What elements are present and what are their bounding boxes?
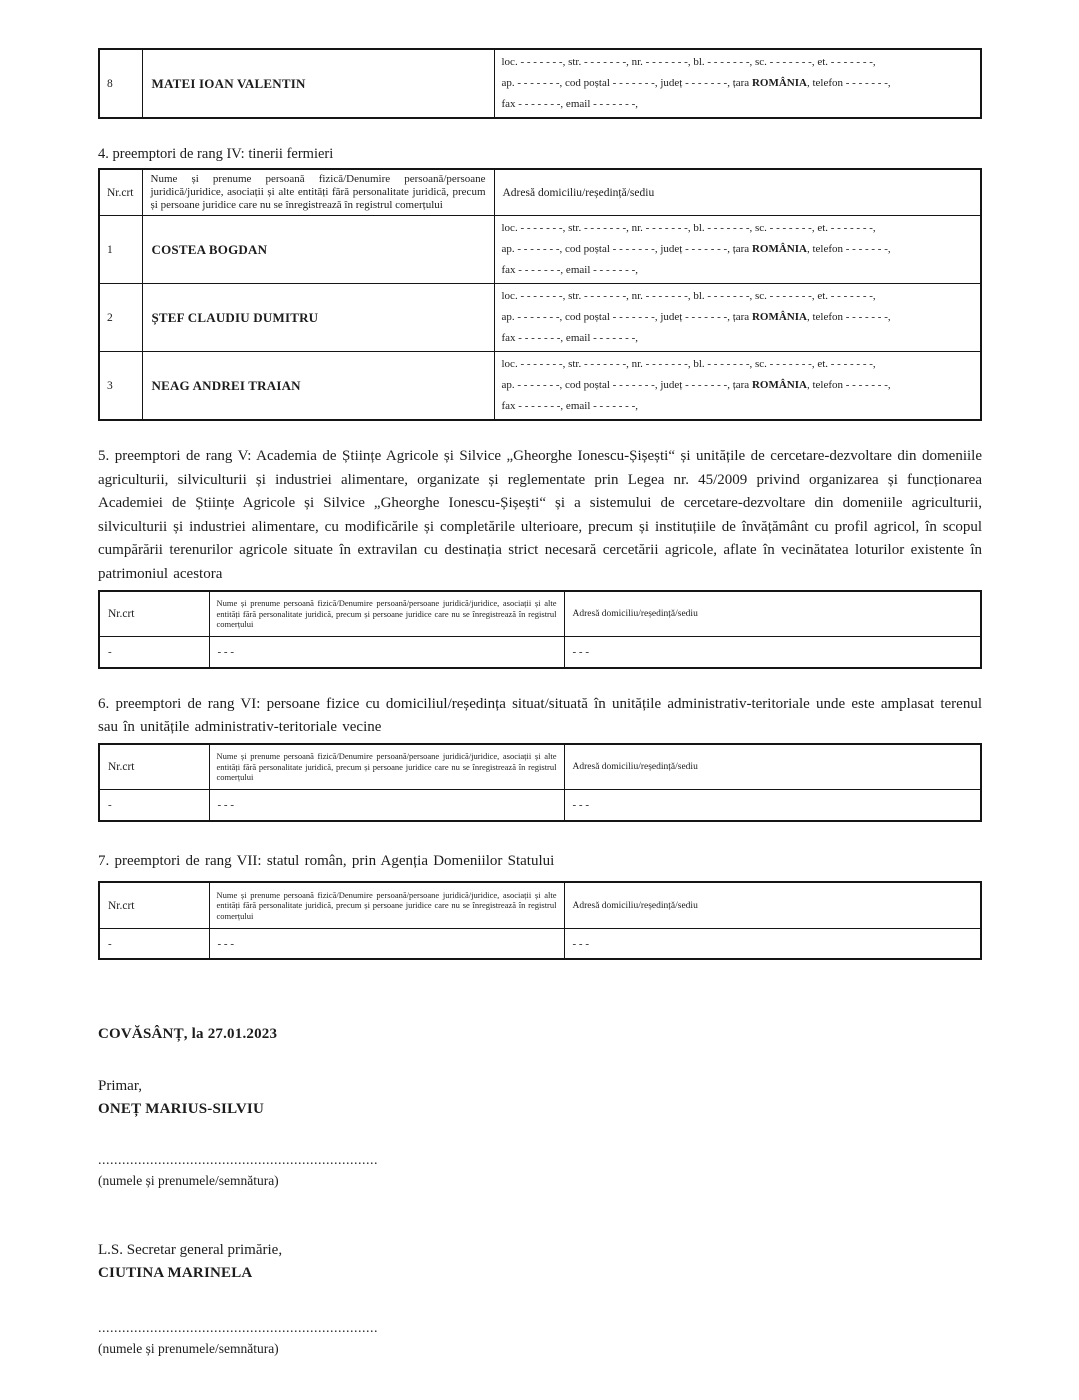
- secretar-title: L.S. Secretar general primărie,: [98, 1242, 283, 1259]
- name-cell: NEAG ANDREI TRAIAN: [142, 352, 494, 421]
- header-name-cell: Nume și prenume persoană fizică/Denumire persoană/persoane juridică/juridice, asociații și alte entități fără personalitate juridică, precum și persoane juridice care nu se înregistrează în registrul comerțului: [209, 882, 564, 928]
- country-name: ROMÂNIA: [751, 243, 807, 255]
- rang4-table: [98, 168, 982, 421]
- address-line2-prefix: ap. - - - - - - -, cod poștal - - - - - - -, județ - - - - - - -, țara: [501, 379, 752, 391]
- table-header-row: [99, 744, 981, 790]
- table-row: [99, 790, 981, 821]
- address-line3: fax - - - - - - -, email - - - - - - -,: [501, 264, 639, 276]
- address-line2-suffix: , telefon - - - - - - -,: [806, 77, 891, 89]
- address-line1: loc. - - - - - - -, str. - - - - - - -, nr. - - - - - - -, bl. - - - - - - -, sc. - - - - - - -, et. - - - - - - -,: [501, 358, 876, 370]
- header-nr-cell: Nr.crt: [99, 591, 209, 637]
- address-line2-prefix: ap. - - - - - - -, cod poștal - - - - - - -, județ - - - - - - -, țara: [501, 77, 752, 89]
- address-line3: fax - - - - - - -, email - - - - - - -,: [501, 400, 639, 412]
- table-header-row: [99, 591, 981, 637]
- header-nr-cell: Nr.crt: [99, 169, 142, 216]
- header-address-cell: Adresă domiciliu/reședință/sediu: [494, 169, 981, 216]
- address-cell: - - -: [564, 790, 981, 821]
- address-cell: - - -: [564, 637, 981, 668]
- name-cell: - - -: [209, 637, 564, 668]
- name-cell: COSTEA BOGDAN: [142, 216, 494, 284]
- signature-block: [98, 1026, 982, 1357]
- table-row: [99, 637, 981, 668]
- address-line1: loc. - - - - - - -, str. - - - - - - -, nr. - - - - - - -, bl. - - - - - - -, sc. - - - - - - -, et. - - - - - - -,: [501, 290, 876, 302]
- rang7-table: [98, 881, 982, 960]
- header-address-cell: Adresă domiciliu/reședință/sediu: [564, 882, 981, 928]
- rang6-table: [98, 743, 982, 822]
- signature-hint: (numele și prenumele/semnătura): [98, 1173, 279, 1189]
- name-cell: - - -: [209, 790, 564, 821]
- country-name: ROMÂNIA: [751, 311, 807, 323]
- address-cell: [494, 284, 981, 352]
- table-header-row: [99, 169, 981, 216]
- row-number-cell: -: [99, 637, 209, 668]
- row-number-cell: 2: [99, 284, 142, 352]
- primar-name: ONEȚ MARIUS-SILVIU: [98, 1101, 264, 1118]
- signature-dotted-line: ......................................................................: [98, 1321, 378, 1337]
- row-number-cell: -: [99, 928, 209, 959]
- name-cell: MATEI IOAN VALENTIN: [142, 49, 494, 118]
- address-line1: loc. - - - - - - -, str. - - - - - - -, nr. - - - - - - -, bl. - - - - - - -, sc. - - - - - - -, et. - - - - - - -,: [501, 222, 876, 234]
- table-row: [99, 928, 981, 959]
- place-and-date: COVĂSÂNȚ, la 27.01.2023: [98, 1026, 278, 1043]
- address-line3: fax - - - - - - -, email - - - - - - -,: [501, 98, 639, 110]
- primar-title: Primar,: [98, 1078, 142, 1095]
- address-cell: [494, 216, 981, 284]
- section7-heading: 7. preemptori de rang VII: statul român, prin Agenția Domeniilor Statului: [98, 852, 555, 869]
- address-cell: [494, 352, 981, 421]
- continuation-table: [98, 48, 982, 119]
- name-cell: ȘTEF CLAUDIU DUMITRU: [142, 284, 494, 352]
- address-line2-suffix: , telefon - - - - - - -,: [806, 379, 891, 391]
- secretar-name: CIUTINA MARINELA: [98, 1265, 253, 1282]
- row-number-cell: 3: [99, 352, 142, 421]
- table-row: [99, 284, 981, 352]
- section5-heading: 5. preemptori de rang V: Academia de Științe Agricole și Silvice „Gheorghe Ionescu-Șișești“ și unitățile de cercetare-dezvoltare din domeniile agriculturii, silviculturii și industriei alimentare, organizate și reglementate prin Legea nr. 45/2009 privind organizarea și funcționarea Academiei de Științe Agricole și Silvice „Gheorghe Ionescu-Șișești“ și a sistemului de cercetare-dezvoltare din domeniile agriculturii, silviculturii și industriei alimentare, cu modificările și completările ulterioare, precum și instituțiile de învățământ cu profil agricol, în scopul cumpărării terenurilor agricole situate în extravilan cu destinația strict necesară cercetării agricole, aflate în vecinătatea loturilor existente în patrimoniul acestora: [98, 448, 982, 582]
- header-address-cell: Adresă domiciliu/reședință/sediu: [564, 591, 981, 637]
- country-name: ROMÂNIA: [751, 77, 807, 89]
- header-nr-cell: Nr.crt: [99, 744, 209, 790]
- address-line2-suffix: , telefon - - - - - - -,: [806, 311, 891, 323]
- header-name-cell: Nume și prenume persoană fizică/Denumire persoană/persoane juridică/juridice, asociații și alte entități fără personalitate juridică, precum și persoane juridice care nu se înregistrează în registrul comerțului: [142, 169, 494, 216]
- table-row: [99, 216, 981, 284]
- name-cell: - - -: [209, 928, 564, 959]
- address-line2: [502, 307, 974, 328]
- row-number-cell: 8: [99, 49, 142, 118]
- section4-heading: 4. preemptori de rang IV: tinerii fermieri: [98, 146, 334, 162]
- signature-hint: (numele și prenumele/semnătura): [98, 1341, 279, 1357]
- table-header-row: [99, 882, 981, 928]
- section6-heading: 6. preemptori de rang VI: persoane fizice cu domiciliul/reședința situat/situată în unitățile administrativ-teritoriale unde este amplasat terenul sau în unitățile administrativ-teritoriale vecine: [98, 695, 982, 736]
- address-line1: loc. - - - - - - -, str. - - - - - - -, nr. - - - - - - -, bl. - - - - - - -, sc. - - - - - - -, et. - - - - - - -,: [501, 56, 876, 68]
- table-row: [99, 49, 981, 118]
- address-line2: [502, 73, 974, 94]
- address-cell: [494, 49, 981, 118]
- address-line2-prefix: ap. - - - - - - -, cod poștal - - - - - - -, județ - - - - - - -, țara: [501, 311, 752, 323]
- country-name: ROMÂNIA: [751, 379, 807, 391]
- row-number-cell: 1: [99, 216, 142, 284]
- row-number-cell: -: [99, 790, 209, 821]
- address-cell: - - -: [564, 928, 981, 959]
- header-nr-cell: Nr.crt: [99, 882, 209, 928]
- header-name-cell: Nume și prenume persoană fizică/Denumire persoană/persoane juridică/juridice, asociații și alte entități fără personalitate juridică, precum și persoane juridice care nu se înregistrează în registrul comerțului: [209, 744, 564, 790]
- address-line2-prefix: ap. - - - - - - -, cod poștal - - - - - - -, județ - - - - - - -, țara: [501, 243, 752, 255]
- address-line2: [502, 239, 974, 260]
- table-row: [99, 352, 981, 421]
- header-address-cell: Adresă domiciliu/reședință/sediu: [564, 744, 981, 790]
- address-line2: [502, 375, 974, 396]
- address-line3: fax - - - - - - -, email - - - - - - -,: [501, 332, 639, 344]
- rang5-table: [98, 590, 982, 669]
- address-line2-suffix: , telefon - - - - - - -,: [806, 243, 891, 255]
- signature-dotted-line: ......................................................................: [98, 1153, 378, 1169]
- header-name-cell: Nume și prenume persoană fizică/Denumire persoană/persoane juridică/juridice, asociații și alte entități fără personalitate juridică, precum și persoane juridice care nu se înregistrează în registrul comerțului: [209, 591, 564, 637]
